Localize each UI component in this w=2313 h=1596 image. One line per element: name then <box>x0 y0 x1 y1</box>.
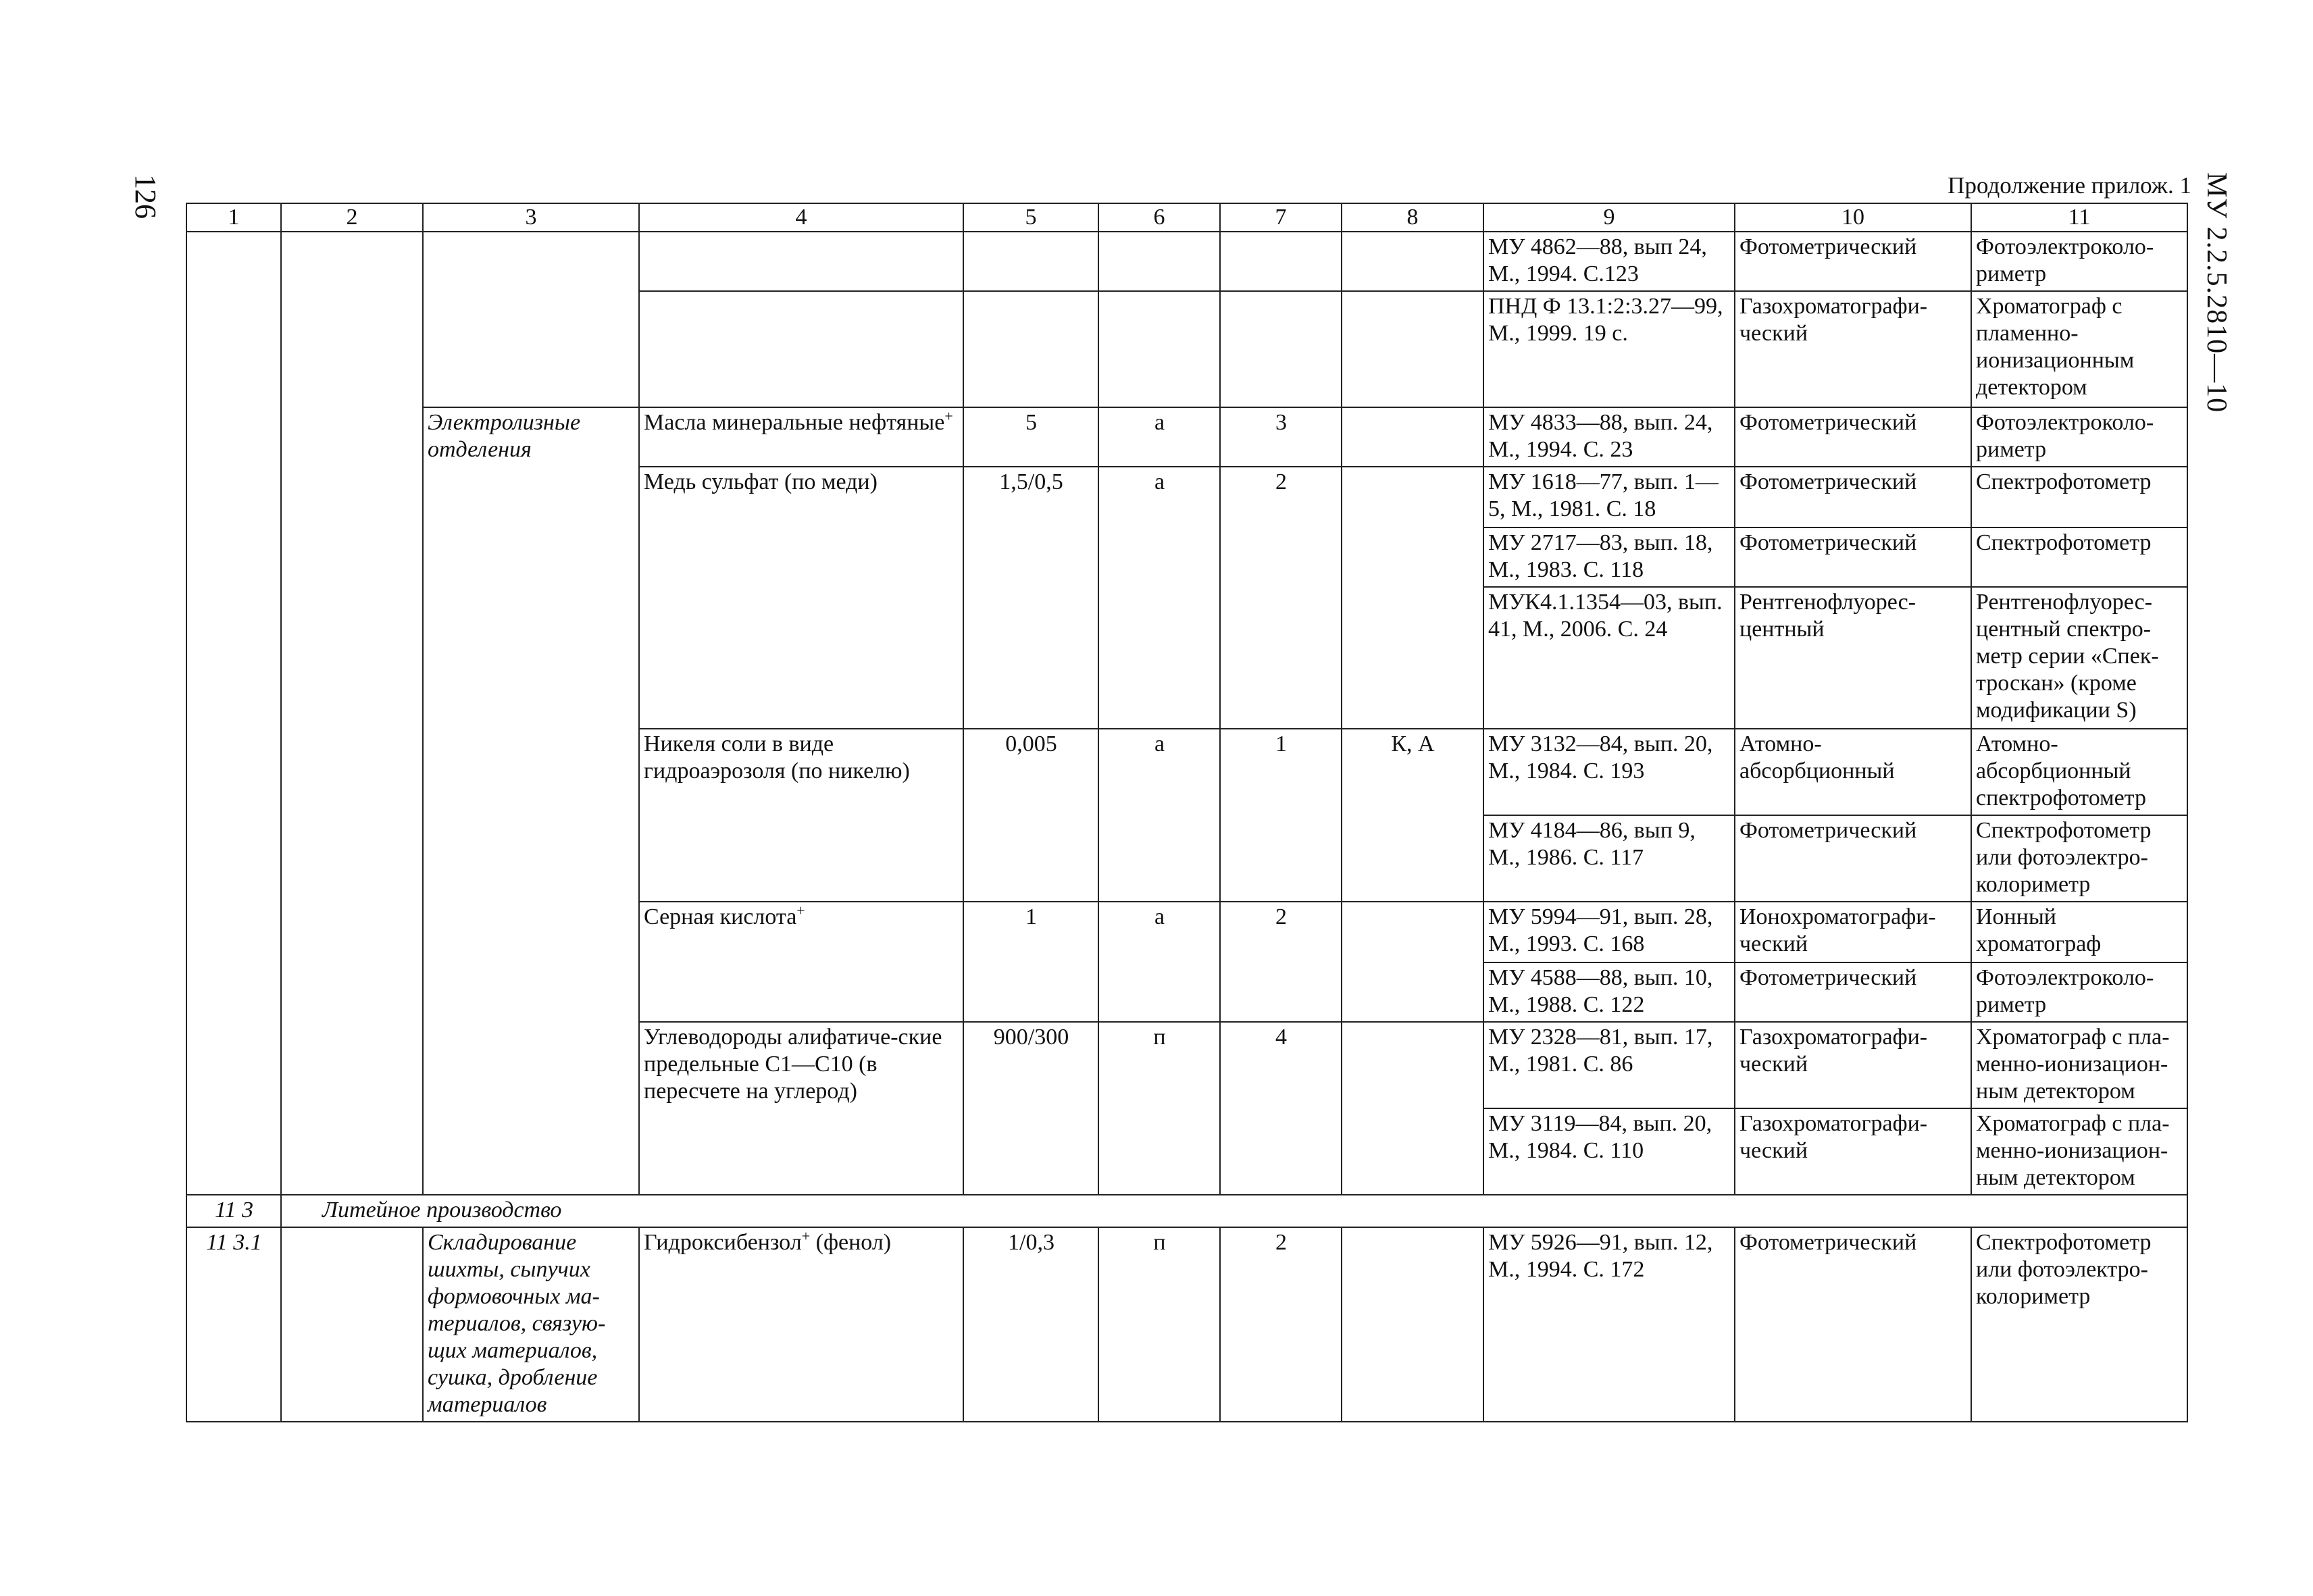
method-type: Рентгенофлуорес-центный <box>1735 587 1971 729</box>
instrument: Атомно-абсорбционный спектрофотометр <box>1971 729 2187 815</box>
aggregate-state: а <box>1098 467 1220 729</box>
cell-empty <box>281 232 423 1195</box>
table-row <box>186 407 2187 467</box>
cell-empty <box>1342 1227 1483 1422</box>
instrument: Хроматограф с пла-менно-ионизацион-ным детектором <box>1971 1108 2187 1195</box>
cell-empty <box>1098 232 1220 291</box>
cell-empty <box>1342 467 1483 729</box>
instrument: Хроматограф с пла-менно-ионизацион-ным детектором <box>1971 1022 2187 1108</box>
workplace-label: Складирование шихты, сыпучих формовочных ма-териалов, связую-щих материалов, сушка, дробление материалов <box>423 1227 639 1422</box>
limit-value: 900/300 <box>963 1022 1098 1195</box>
cell-empty <box>639 232 963 291</box>
aggregate-state: п <box>1098 1022 1220 1195</box>
method-doc: МУ 3132—84, вып. 20, М., 1984. С. 193 <box>1483 729 1735 815</box>
instrument: Спектрофотометр <box>1971 527 2187 587</box>
continuation-label: Продолжение прилож. 1 <box>1948 172 2191 199</box>
limit-value: 1,5/0,5 <box>963 467 1098 729</box>
method-doc: МУ 5994—91, вып. 28, М., 1993. С. 168 <box>1483 902 1735 962</box>
col-header-4: 4 <box>639 203 963 232</box>
method-type: Фотометрический <box>1735 467 1971 527</box>
instrument: Спектрофотометр <box>1971 467 2187 527</box>
hazard-class: 3 <box>1220 407 1342 467</box>
cell-empty <box>963 291 1098 407</box>
method-type: Газохроматографи-ческий <box>1735 1022 1971 1108</box>
substance-name: Никеля соли в виде гидроаэрозоля (по никелю) <box>639 729 963 902</box>
instrument: Хроматограф с пламенно-ионизационным детектором <box>1971 291 2187 407</box>
limit-value: 0,005 <box>963 729 1098 902</box>
method-type: Фотометрический <box>1735 962 1971 1022</box>
instrument: Спектрофотометр или фотоэлектро-колориметр <box>1971 815 2187 902</box>
method-doc: МУ 4588—88, вып. 10, М., 1988. С. 122 <box>1483 962 1735 1022</box>
method-doc: МУ 1618—77, вып. 1—5, М., 1981. С. 18 <box>1483 467 1735 527</box>
aggregate-state: п <box>1098 1227 1220 1422</box>
instrument: Ионный хроматограф <box>1971 902 2187 962</box>
cell-empty <box>1220 232 1342 291</box>
table-row <box>186 1227 2187 1422</box>
limit-value: 1/0,3 <box>963 1227 1098 1422</box>
col-header-11: 11 <box>1971 203 2187 232</box>
col-header-8: 8 <box>1342 203 1483 232</box>
col-header-2: 2 <box>281 203 423 232</box>
method-type: Фотометрический <box>1735 407 1971 467</box>
col-header-1: 1 <box>186 203 281 232</box>
cell-empty <box>963 232 1098 291</box>
hazard-class: 2 <box>1220 467 1342 729</box>
method-type: Газохроматографи-ческий <box>1735 291 1971 407</box>
limit-value: 1 <box>963 902 1098 1022</box>
section-row <box>186 1195 2187 1227</box>
method-doc: МУК4.1.1354—03, вып. 41, М., 2006. С. 24 <box>1483 587 1735 729</box>
method-type: Газохроматографи-ческий <box>1735 1108 1971 1195</box>
substance-name: Медь сульфат (по меди) <box>639 467 963 729</box>
method-doc: МУ 2717—83, вып. 18, М., 1983. С. 118 <box>1483 527 1735 587</box>
effect-features: К, А <box>1342 729 1483 902</box>
data-table <box>186 203 2188 1422</box>
section-number: 11 3.1 <box>186 1227 281 1422</box>
method-doc: ПНД Ф 13.1:2:3.27—99, М., 1999. 19 с. <box>1483 291 1735 407</box>
col-header-7: 7 <box>1220 203 1342 232</box>
substance-name: Масла минеральные нефтяные+ <box>639 407 963 467</box>
method-type: Ионохроматографи-ческий <box>1735 902 1971 962</box>
col-header-5: 5 <box>963 203 1098 232</box>
column-number-row <box>186 203 2187 232</box>
cell-empty <box>1342 902 1483 1022</box>
cell-empty <box>1342 291 1483 407</box>
col-header-10: 10 <box>1735 203 1971 232</box>
aggregate-state: а <box>1098 729 1220 902</box>
method-doc: МУ 5926—91, вып. 12, М., 1994. С. 172 <box>1483 1227 1735 1422</box>
method-type: Атомно-абсорбционный <box>1735 729 1971 815</box>
method-doc: МУ 4833—88, вып. 24, М., 1994. С. 23 <box>1483 407 1735 467</box>
hazard-class: 2 <box>1220 902 1342 1022</box>
substance-name: Гидроксибензол+ (фенол) <box>639 1227 963 1422</box>
method-type: Фотометрический <box>1735 1227 1971 1422</box>
instrument: Фотоэлектроколо-риметр <box>1971 232 2187 291</box>
instrument: Фотоэлектроколо-риметр <box>1971 407 2187 467</box>
cell-empty <box>1220 291 1342 407</box>
hazard-class: 1 <box>1220 729 1342 902</box>
cell-empty <box>1342 1022 1483 1195</box>
method-doc: МУ 4862—88, вып 24, М., 1994. С.123 <box>1483 232 1735 291</box>
instrument: Фотоэлектроколо-риметр <box>1971 962 2187 1022</box>
method-doc: МУ 3119—84, вып. 20, М., 1984. С. 110 <box>1483 1108 1735 1195</box>
cell-empty <box>1098 291 1220 407</box>
instrument: Спектрофотометр или фотоэлектро-колориметр <box>1971 1227 2187 1422</box>
aggregate-state: а <box>1098 902 1220 1022</box>
cell-empty <box>639 291 963 407</box>
substance-name: Углеводороды алифатиче-ские предельные С1—С10 (в пересчете на углерод) <box>639 1022 963 1195</box>
method-doc: МУ 2328—81, вып. 17, М., 1981. С. 86 <box>1483 1022 1735 1108</box>
page-number: 126 <box>129 174 162 219</box>
method-type: Фотометрический <box>1735 232 1971 291</box>
limit-value: 5 <box>963 407 1098 467</box>
col-header-9: 9 <box>1483 203 1735 232</box>
hazard-class: 4 <box>1220 1022 1342 1195</box>
section-title: Литейное производство <box>281 1195 2187 1227</box>
instrument: Рентгенофлуорес-центный спектро-метр серии «Спек-троскан» (кроме модификации S) <box>1971 587 2187 729</box>
cell-empty <box>281 1227 423 1422</box>
col-header-3: 3 <box>423 203 639 232</box>
workplace-label: Электролизные отделения <box>423 407 639 1195</box>
document-code: МУ 2.2.5.2810—10 <box>2201 172 2232 413</box>
hazard-class: 2 <box>1220 1227 1342 1422</box>
method-doc: МУ 4184—86, вып 9, М., 1986. С. 117 <box>1483 815 1735 902</box>
method-type: Фотометрический <box>1735 527 1971 587</box>
cell-empty <box>186 232 281 1195</box>
aggregate-state: а <box>1098 407 1220 467</box>
cell-empty <box>423 232 639 407</box>
method-type: Фотометрический <box>1735 815 1971 902</box>
cell-empty <box>1342 407 1483 467</box>
substance-name: Серная кислота+ <box>639 902 963 1022</box>
cell-empty <box>1342 232 1483 291</box>
table-row <box>186 232 2187 291</box>
col-header-6: 6 <box>1098 203 1220 232</box>
section-number: 11 3 <box>186 1195 281 1227</box>
